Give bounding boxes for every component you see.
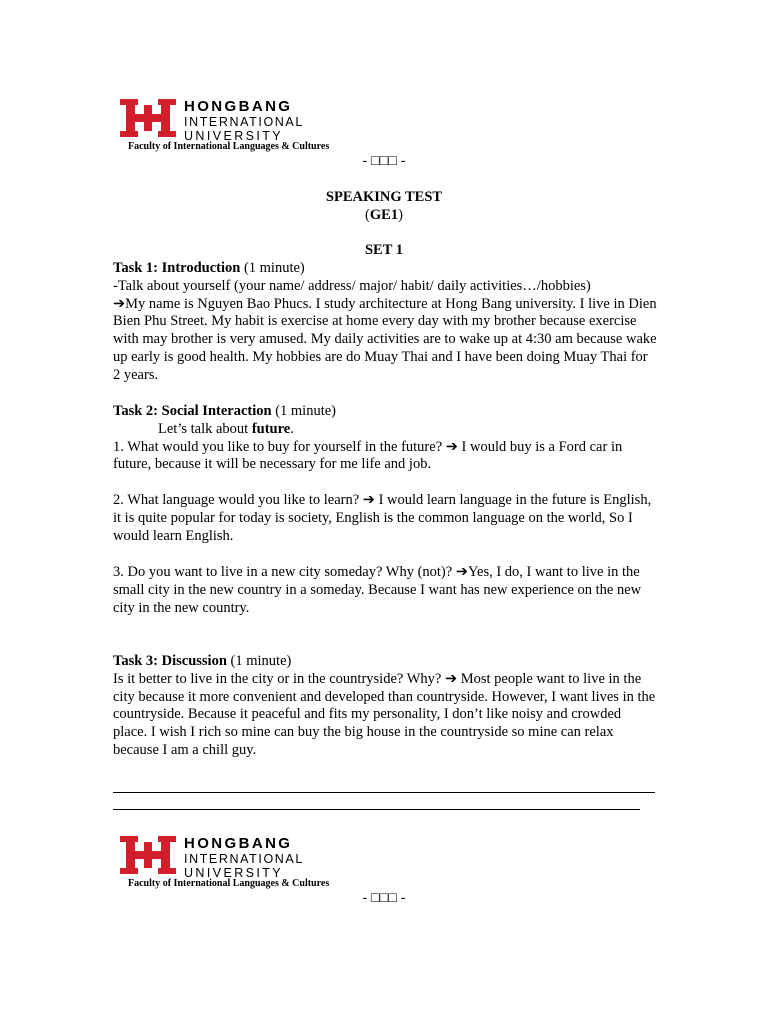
task3-duration: (1 minute) xyxy=(226,653,292,669)
logo-wordmark xyxy=(184,836,304,879)
task2-duration: (1 minute) xyxy=(271,403,337,419)
task2-section xyxy=(113,403,658,474)
logo-line-2: INTERNATIONAL xyxy=(184,115,304,129)
logo-wordmark xyxy=(184,99,304,142)
task1-section xyxy=(113,260,658,385)
arrow-icon: ➔ xyxy=(455,564,468,580)
task2-heading: Task 2: Social Interaction xyxy=(113,403,272,419)
faculty-name: Faculty of International Languages & Cultures xyxy=(128,141,330,152)
task2-answer-2: I would learn language in the future is English, it is quite popular for today is society, English is the common language on the world, So I would learn English. xyxy=(113,492,652,544)
logo-line-1: HONGBANG xyxy=(184,835,293,852)
task2-answer-3: Yes, I do, I want to live in the small city in the new country in a someday. Because I want has new experience on the new city in the new country. xyxy=(113,564,642,616)
arrow-icon: ➔ xyxy=(445,438,458,455)
header-ornament-2: - □□□ - xyxy=(362,890,406,906)
test-code: (GE1) xyxy=(365,207,403,223)
task2-answer-1: I would buy is a Ford car in future, because it will be necessary for me life and job. xyxy=(113,438,623,473)
task2-item-2 xyxy=(113,492,658,545)
task2-question-2: 2. What language would you like to learn? xyxy=(113,492,363,508)
task3-answer: Most people want to live in the city because it more convenient and developed than countryside. However, I want lives in the countryside. Because it peaceful and fits my personality, I don’t like noisy and crowded place. I wish I rich so mine can buy the big house in the countryside so mine can relax because I am a chill guy. xyxy=(113,670,656,758)
task3-question: Is it better to live in the city or in the countryside? Why? xyxy=(113,670,445,687)
arrow-icon: ➔ xyxy=(362,492,375,508)
task2-item-3 xyxy=(113,564,658,617)
arrow-icon: ➔ xyxy=(444,670,458,687)
university-logo-2 xyxy=(120,836,304,879)
hongbang-h-emblem xyxy=(120,99,176,137)
task1-duration: (1 minute) xyxy=(240,260,305,276)
arrow-icon: ➔ xyxy=(113,295,126,312)
task3-section xyxy=(113,653,658,760)
hongbang-h-emblem xyxy=(120,836,176,874)
task1-prompt: -Talk about yourself (your name/ address/ major/ habit/ daily activities…/hobbies) xyxy=(113,277,591,294)
test-title: SPEAKING TEST xyxy=(325,189,443,205)
task1-answer: My name is Nguyen Bao Phucs. I study architecture at Hong Bang university. I live in Dien Bien Phu Street. My habit is exercise at home every day with my brother because exercise with may brother is very amused. My daily activities are to wake up at 4:30 am because wake up early is good health. My hobbies are do Muay Thai and I have been doing Muay Thai for 2 years. xyxy=(113,295,657,383)
answer-line-2 xyxy=(113,809,640,810)
task3-heading: Task 3: Discussion xyxy=(113,653,227,669)
task2-question-3: 3. Do you want to live in a new city someday? Why (not)? xyxy=(113,564,456,580)
task2-question-1: 1. What would you like to buy for yourself in the future? xyxy=(113,438,446,455)
faculty-name-2: Faculty of International Languages & Cultures xyxy=(128,878,330,889)
logo-line-3: UNIVERSITY xyxy=(184,128,284,143)
header-ornament: - □□□ - xyxy=(362,153,406,169)
set-label: SET 1 xyxy=(364,242,404,258)
logo-line-3: UNIVERSITY xyxy=(184,865,284,880)
logo-line-1: HONGBANG xyxy=(184,98,293,115)
task1-heading: Task 1: Introduction xyxy=(113,260,241,276)
task2-intro: Let’s talk about future. xyxy=(158,420,294,437)
logo-line-2: INTERNATIONAL xyxy=(184,852,304,866)
university-logo xyxy=(120,99,304,142)
answer-line-1 xyxy=(113,792,655,793)
